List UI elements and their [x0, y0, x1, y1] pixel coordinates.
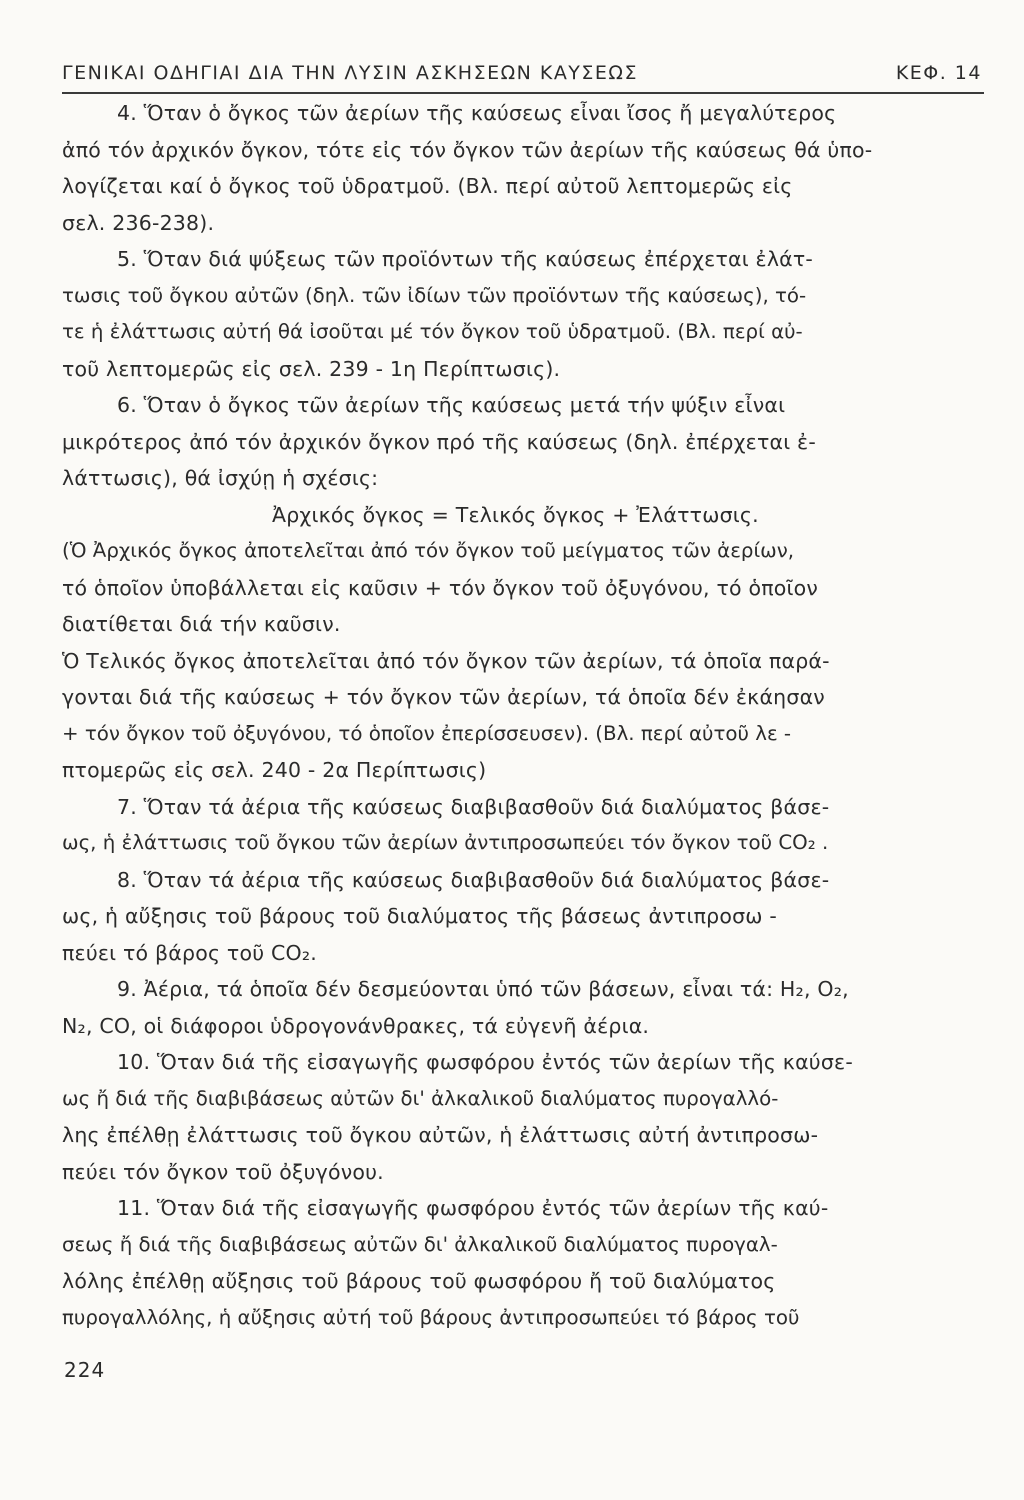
text-line: πεύει τό βάρος τοῦ CO₂. — [62, 940, 317, 965]
text-line: πυρογαλλόλης, ἡ αὔξησις αὐτή τοῦ βάρους ἀντιπροσωπεύει τό βάρος τοῦ — [62, 1305, 800, 1329]
text-line: πτομερῶς εἰς σελ. 240 - 2α Περίπτωσις) — [62, 758, 487, 782]
page-header — [62, 60, 984, 94]
text-line: Ὁ Τελικός ὄγκος ἀποτελεῖται ἀπό τόν ὄγκον τῶν ἀερίων, τά ὁποῖα παρά- — [62, 648, 830, 673]
text-line: λης ἐπέλθῃ ἐλάττωσις τοῦ ὄγκου αὐτῶν, ἡ ἐλάττωσις αὐτή ἀντιπροσω- — [62, 1123, 819, 1147]
text-line: 10. Ὅταν διά τῆς εἰσαγωγῆς φωσφόρου ἐντός τῶν ἀερίων τῆς καύσε- — [117, 1050, 853, 1074]
text-line: λογίζεται καί ὁ ὄγκος τοῦ ὑδρατμοῦ. (Βλ. περί αὐτοῦ λεπτομερῶς εἰς — [62, 174, 793, 198]
page-number: 224 — [64, 1358, 106, 1382]
text-line: 5. Ὅταν διά ψύξεως τῶν προϊόντων τῆς καύσεως ἐπέρχεται ἐλάτ- — [117, 247, 814, 271]
text-line: σελ. 236-238). — [62, 210, 215, 235]
text-line: τό ὁποῖον ὑποβάλλεται εἰς καῦσιν + τόν ὄγκον τοῦ ὀξυγόνου, τό ὁποῖον — [62, 575, 819, 600]
text-line: 11. Ὅταν διά τῆς εἰσαγωγῆς φωσφόρου ἐντός τῶν ἀερίων τῆς καύ- — [117, 1196, 829, 1220]
body-text — [62, 95, 992, 1336]
text-line: μικρότερος ἀπό τόν ἀρχικόν ὄγκον πρό τῆς καύσεως (δηλ. ἐπέρχεται ἐ- — [62, 429, 816, 454]
text-line: ἀπό τόν ἀρχικόν ὄγκον, τότε εἰς τόν ὄγκον τῶν ἀερίων τῆς καύσεως θά ὑπο- — [62, 137, 873, 162]
relation-formula: Ἀρχικός ὄγκος = Τελικός ὄγκος + Ἐλάττωσις. — [272, 502, 759, 527]
text-line: 8. Ὅταν τά ἀέρια τῆς καύσεως διαβιβασθοῦν διά διαλύματος βάσε- — [117, 867, 830, 892]
text-line: 4. Ὅταν ὁ ὄγκος τῶν ἀερίων τῆς καύσεως εἶναι ἴσος ἤ μεγαλύτερος — [117, 101, 837, 125]
text-line: + τόν ὄγκον τοῦ ὀξυγόνου, τό ὁποῖον ἐπερίσσευσεν). (Βλ. περί αὐτοῦ λε - — [62, 721, 792, 745]
text-line: N₂, CO, οἱ διάφοροι ὑδρογονάνθρακες, τά εὐγενῆ ἀέρια. — [62, 1013, 650, 1038]
text-line: σεως ἤ διά τῆς διαβιβάσεως αὐτῶν δι' ἀλκαλικοῦ διαλύματος πυρογαλ- — [62, 1232, 778, 1256]
text-line: διατίθεται διά τήν καῦσιν. — [62, 612, 341, 636]
header-title: ΓΕΝΙΚΑΙ ΟΔΗΓΙΑΙ ΔΙΑ ΤΗΝ ΛΥΣΙΝ ΑΣΚΗΣΕΩΝ ΚΑΥΣΕΩΣ — [62, 62, 638, 84]
text-line: λόλης ἐπέλθῃ αὔξησις τοῦ βάρους τοῦ φωσφόρου ἤ τοῦ διαλύματος — [62, 1269, 776, 1293]
text-line: ως, ἡ αὔξησις τοῦ βάρους τοῦ διαλύματος τῆς βάσεως ἀντιπροσω - — [62, 904, 777, 928]
text-line: 9. Ἀέρια, τά ὁποῖα δέν δεσμεύονται ὑπό τῶν βάσεων, εἶναι τά: H₂, O₂, — [117, 977, 849, 1001]
text-line: τοῦ λεπτομερῶς εἰς σελ. 239 - 1η Περίπτωσις). — [62, 356, 561, 381]
text-line: 6. Ὅταν ὁ ὄγκος τῶν ἀερίων τῆς καύσεως μετά τήν ψύξιν εἶναι — [117, 393, 786, 417]
text-line: πεύει τόν ὄγκον τοῦ ὀξυγόνου. — [62, 1159, 384, 1184]
text-line: 7. Ὅταν τά ἀέρια τῆς καύσεως διαβιβασθοῦν διά διαλύματος βάσε- — [117, 794, 830, 819]
text-line: (Ὁ Ἀρχικός ὄγκος ἀποτελεῖται ἀπό τόν ὄγκον τοῦ μείγματος τῶν ἀερίων, — [62, 539, 795, 562]
text-line: ως, ἡ ἐλάττωσις τοῦ ὄγκου τῶν ἀερίων ἀντιπροσωπεύει τόν ὄγκον τοῦ CO₂ . — [62, 831, 829, 854]
text-line: λάττωσις), θά ἰσχύῃ ἡ σχέσις: — [62, 466, 379, 490]
text-line: γονται διά τῆς καύσεως + τόν ὄγκον τῶν ἀερίων, τά ὁποῖα δέν ἐκάησαν — [62, 685, 825, 709]
text-line: τωσις τοῦ ὄγκου αὐτῶν (δηλ. τῶν ἰδίων τῶν προϊόντων τῆς καύσεως), τό- — [62, 283, 807, 307]
text-line: ως ἤ διά τῆς διαβιβάσεως αὐτῶν δι' ἀλκαλικοῦ διαλύματος πυρογαλλό- — [62, 1086, 779, 1110]
text-line: τε ἡ ἐλάττωσις αὐτή θά ἰσοῦται μέ τόν ὄγκον τοῦ ὑδρατμοῦ. (Βλ. περί αὐ- — [62, 320, 803, 343]
header-chapter: ΚΕΦ. 14 — [895, 62, 982, 84]
